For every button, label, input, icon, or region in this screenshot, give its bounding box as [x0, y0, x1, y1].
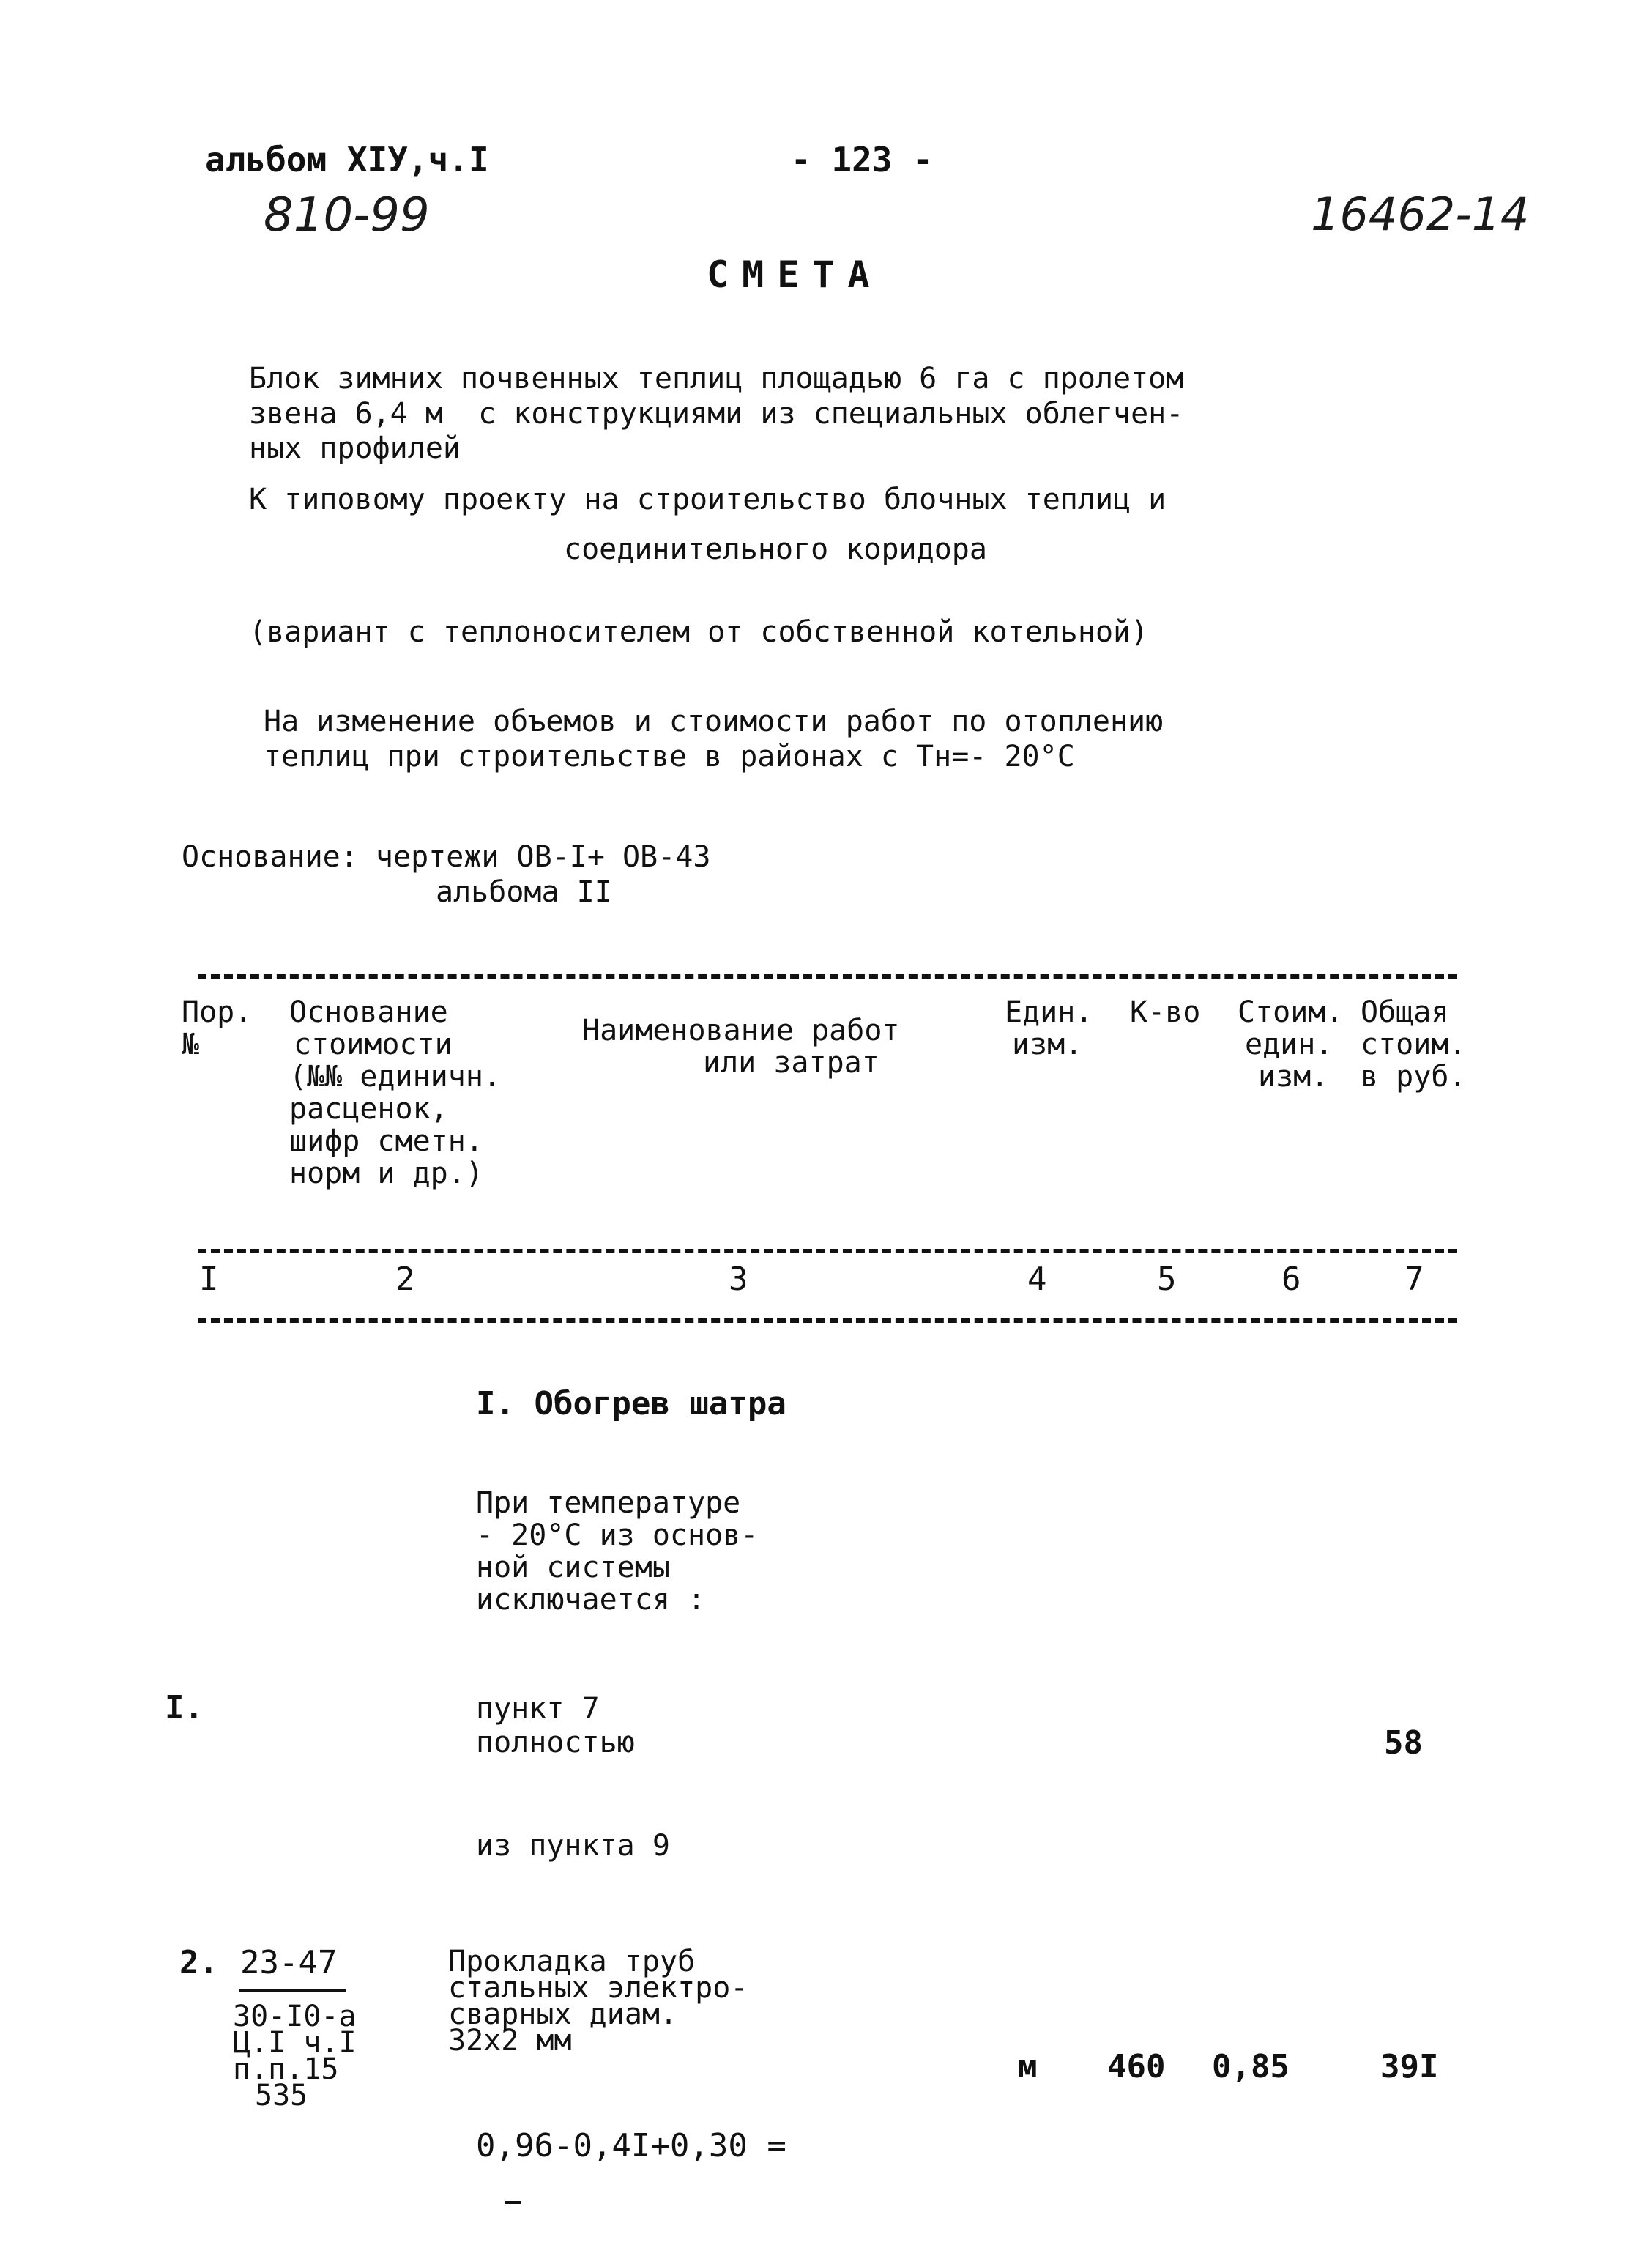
basis-line-1: Основание: чертежи ОВ-I+ ОВ-43 [182, 840, 711, 874]
header-col-4-line: Един. [1005, 995, 1093, 1029]
column-numbers-bottom-rule [198, 1318, 1457, 1323]
row-description-line: пункт 7 [476, 1692, 600, 1726]
header-col-3-line: или затрат [703, 1046, 879, 1080]
column-number: I [199, 1261, 219, 1298]
change-line-1: На изменение объемов и стоимости работ по отоплению [264, 705, 1164, 738]
header-col-3 [582, 1014, 899, 1079]
row-2-quantity: 460 [1107, 2048, 1166, 2085]
basis-line: 30-I0-а [233, 2000, 357, 2033]
column-numbers-top-rule [198, 1249, 1457, 1253]
document-title: СМЕТА [707, 253, 883, 296]
section-note-line: ной системы [476, 1551, 670, 1584]
intro-line-2: звена 6,4 м с конструкциями из специальных облегчен- [249, 397, 1184, 431]
row-description-line: Прокладка труб [448, 1945, 696, 1978]
header-col-1 [182, 996, 252, 1061]
intro-line-5: соединительного коридора [564, 533, 987, 566]
header-col-6-line: Стоим. [1238, 995, 1344, 1029]
row-2-unit-price: 0,85 [1212, 2048, 1290, 2085]
change-line-2: теплиц при строительстве в районах с Тн=- 20°С [264, 740, 1075, 773]
header-col-2-line: расценок, [289, 1092, 448, 1126]
row-1-total: 58 [1384, 1724, 1423, 1762]
header-col-7 [1361, 996, 1467, 1093]
header-col-6-line: изм. [1258, 1060, 1329, 1094]
page-number: - 123 - [791, 140, 933, 179]
album-label: альбом XIУ,ч.I [205, 140, 489, 179]
basis-line: п.п.15 [233, 2052, 339, 2086]
row-number: 2. [179, 1944, 218, 1981]
row-subheading: из пункта 9 [476, 1829, 670, 1863]
section-note-line: При температуре [476, 1486, 741, 1520]
section-note [476, 1487, 758, 1616]
intro-line-4: К типовому проекту на строительство блочных теплиц и [249, 483, 1167, 516]
header-col-1-line: № [182, 1028, 200, 1061]
basis-underline [239, 1989, 346, 1992]
header-col-7-line: Общая [1361, 995, 1449, 1029]
table-top-rule [198, 974, 1457, 979]
header-col-2-line: стоимости [294, 1028, 453, 1061]
intro-line-3: ных профилей [249, 431, 461, 465]
basis-line: Ц.I ч.I [233, 2026, 357, 2060]
column-number: 5 [1157, 1261, 1177, 1298]
header-col-6 [1238, 996, 1344, 1093]
column-number: 2 [395, 1261, 415, 1298]
row-2-formula: 0,96-0,4I+0,30 = [476, 2127, 786, 2164]
row-description-line: полностью [476, 1726, 635, 1759]
header-col-5 [1130, 996, 1200, 1028]
column-number: 7 [1404, 1261, 1424, 1298]
section-title: I. Обогрев шатра [476, 1385, 786, 1422]
handwritten-doc-code-right: 16462-14 [1311, 188, 1530, 241]
row-description-line: сварных диам. [448, 1997, 678, 2031]
header-col-5-line: К-во [1130, 995, 1201, 1029]
basis-line-2: альбома II [436, 875, 612, 909]
header-col-2 [289, 996, 501, 1190]
row-description-line: стальных электро- [448, 1971, 748, 2005]
row-1-description [476, 1692, 635, 1759]
section-note-line: исключается : [476, 1583, 706, 1617]
row-2-description [448, 1945, 748, 2058]
header-col-7-line: в руб. [1361, 1060, 1467, 1094]
row-number: I. [165, 1689, 204, 1726]
header-col-7-line: стоим. [1361, 1028, 1467, 1061]
intro-line-1: Блок зимних почвенных теплиц площадью 6 га с пролетом [249, 362, 1184, 396]
header-col-4 [1005, 996, 1093, 1061]
header-col-2-line: Основание [289, 995, 448, 1029]
header-col-4-line: изм. [1012, 1028, 1083, 1061]
header-col-1-line: Пор. [182, 995, 253, 1029]
row-2-total: 39I [1380, 2048, 1439, 2085]
section-note-line: - 20°С из основ- [476, 1518, 759, 1552]
header-col-2-line: шифр сметн. [289, 1124, 483, 1158]
row-description-line: 32х2 мм [448, 2024, 572, 2058]
header-col-2-line: норм и др.) [289, 1157, 483, 1190]
variant-note: (вариант с теплоносителем от собственной котельной) [249, 615, 1149, 649]
row-2-unit: м [1018, 2048, 1038, 2085]
row-2-basis-primary: 23-47 [240, 1944, 338, 1981]
header-col-2-line: (№№ единичн. [289, 1060, 501, 1094]
basis-line: 535 [255, 2079, 308, 2112]
column-number: 3 [729, 1261, 748, 1298]
bottom-mark [505, 2201, 521, 2204]
column-number: 4 [1027, 1261, 1047, 1298]
header-col-3-line: Наименование работ [582, 1014, 900, 1047]
handwritten-doc-code-left: 810-99 [264, 188, 430, 242]
row-2-basis-secondary [233, 2000, 357, 2112]
column-number: 6 [1281, 1261, 1301, 1298]
header-col-6-line: един. [1245, 1028, 1333, 1061]
